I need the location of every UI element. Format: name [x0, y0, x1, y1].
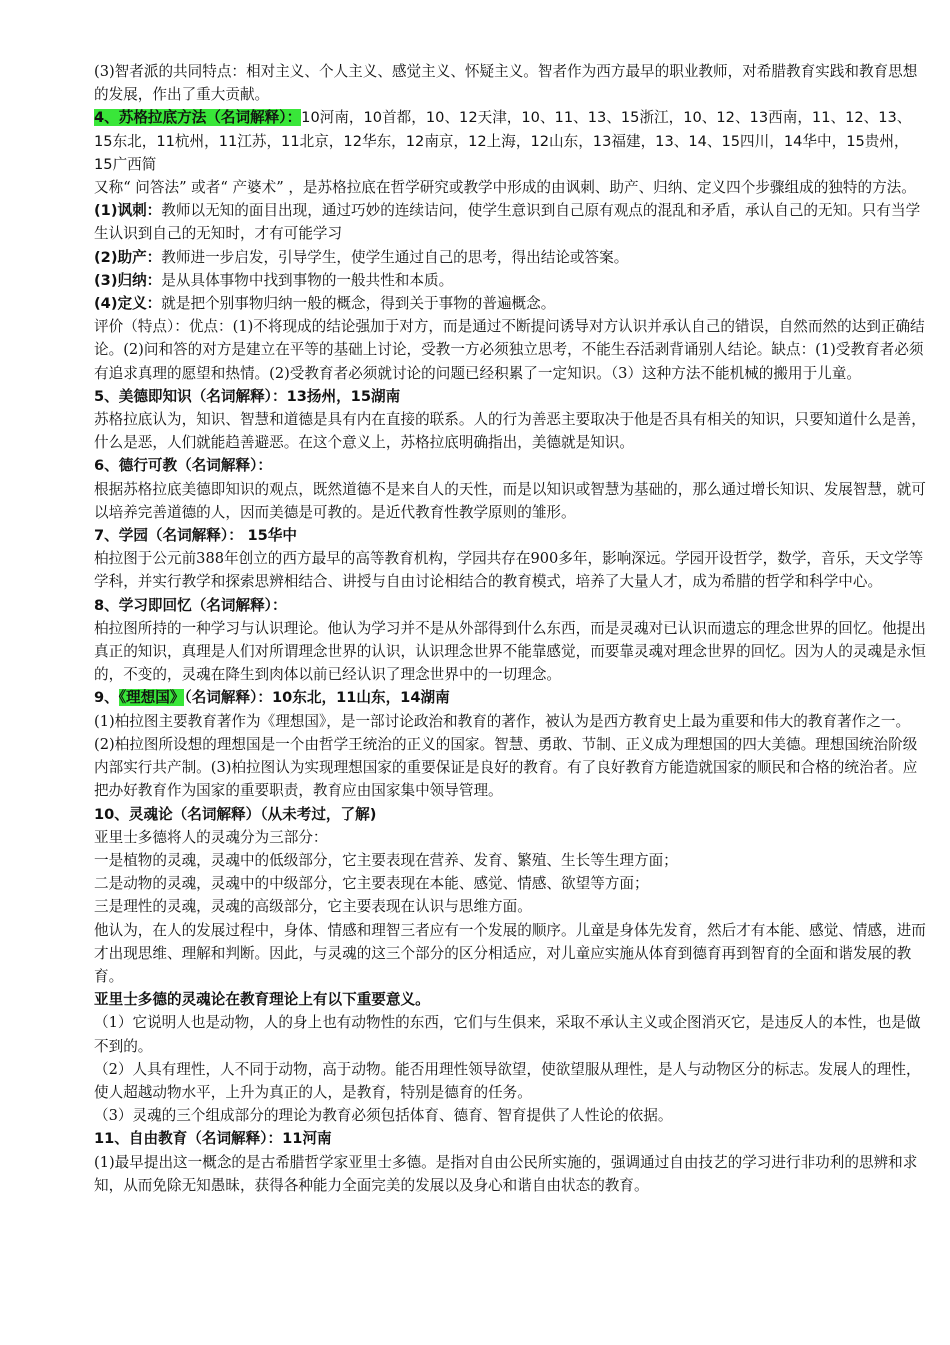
section-9-places: 10东北，11山东，14湖南 [271, 689, 450, 707]
intro-paragraph: (3)智者派的共同特点：相对主义、个人主义、感觉主义、怀疑主义。智者作为西方最早的职业教师，对希腊教育实践和教育思想的发展，作出了重大贡献。 [94, 63, 918, 104]
section-11-body: (1)最早提出这一概念的是古希腊哲学家亚里士多德。是指对自由公民所实施的，强调通过自由技艺的学习进行非功利的思辨和求知，从而免除无知愚昧，获得各种能力全面完美的发展以及身心和谐自由状态的教育。 [94, 1153, 918, 1194]
section-4-evaluation: 评价（特点）：优点：(1)不将现成的结论强加于对方，而是通过不断提问诱导对方认识并承认自己的错误，自然而然的达到正确结论。(2)问和答的对方是建立在平等的基础上讨论，受教一方必须独立思考，不能生吞活剥背诵别人结论。缺点：(1)受教育者必须有追求真理的愿望和热情。(2)受教育者必须就讨论的问题已经积累了一定知识。（3）这种方法不能机械的搬用于儿童。 [94, 318, 925, 382]
section-10 [94, 803, 926, 826]
section-4-item [94, 269, 926, 292]
section-10-line: 三是理性的灵魂，灵魂的高级部分，它主要表现在认识与思维方面。 [94, 898, 532, 916]
section-8 [94, 594, 926, 617]
section-9-number: 9、 [94, 689, 119, 707]
section-8-title: 8、学习即回忆（名词解释）： [94, 596, 287, 614]
section-10-line: 二是动物的灵魂，灵魂中的中级部分，它主要表现在本能、感觉、情感、欲望等方面； [94, 875, 649, 893]
section-4 [94, 106, 926, 176]
section-5 [94, 385, 926, 408]
section-7 [94, 524, 926, 547]
section-4-item [94, 292, 926, 315]
section-10-line: 亚里士多德将人的灵魂分为三部分： [94, 828, 328, 846]
section-4-definition: 又称“ 问答法” 或者“ 产婆术” ，是苏格拉底在哲学研究或教学中形成的由讽刺、助产、归纳、定义四个步骤组成的独特的方法。 [94, 179, 916, 197]
item-text: 教师以无知的面目出现，通过巧妙的连续诘问，使学生意识到自己原有观点的混乱和矛盾，承认自己的无知。只有当学生认识到自己的无知时，才有可能学习 [94, 202, 921, 243]
section-5-title: 5、美德即知识（名词解释）： [94, 387, 287, 405]
item-text: 教师进一步启发，引导学生，使学生通过自己的思考，得出结论或答案。 [161, 248, 629, 266]
item-label: (2)助产： [94, 248, 162, 266]
section-6-body: 根据苏格拉底美德即知识的观点，既然道德不是来自人的天性，而是以知识或智慧为基础的，那么通过增长知识、发展智慧，就可以培养完善道德的人，因而美德是可教的。是近代教育性教学原则的雏形。 [94, 480, 926, 521]
section-10-significance: （1）它说明人也是动物，人的身上也有动物性的东西，它们与生俱来，采取不承认主义或企图消灭它，是违反人的本性，也是做不到的。 [94, 1014, 921, 1055]
item-label: (3)归纳： [94, 271, 162, 289]
section-9-body: (1)柏拉图主要教育著作为《理想国》，是一部讨论政治和教育的著作，被认为是西方教育史上最为重要和伟大的教育著作之一。(2)柏拉图所设想的理想国是一个由哲学王统治的正义的国家。智慧、勇敢、节制、正义成为理想国的四大美德。理想国统治阶级内部实行共产制。(3)柏拉图认为实现理想国家的重要保证是良好的教育。有了良好教育方能造就国家的顺民和合格的统治者。应把办好教育作为国家的重要职责，教育应由国家集中领导管理。 [94, 712, 918, 800]
section-9-book: 《理想国》 [118, 689, 185, 707]
section-10-line: 一是植物的灵魂，灵魂中的低级部分，它主要表现在营养、发育、繁殖、生长等生理方面； [94, 851, 678, 869]
section-9 [94, 686, 926, 709]
section-11 [94, 1127, 926, 1150]
section-7-title: 7、学园（名词解释）： [94, 527, 243, 545]
item-label: (4)定义： [94, 295, 162, 313]
item-text: 是从具体事物中找到事物的一般共性和本质。 [161, 271, 454, 289]
section-4-title: 4、苏格拉底方法（名词解释）： [94, 109, 302, 127]
section-8-body: 柏拉图所持的一种学习与认识理论。他认为学习并不是从外部得到什么东西，而是灵魂对已认识而遗忘的理念世界的回忆。他提出真正的知识，真理是人们对所谓理念世界的认识，认识理念世界不能靠感觉，而要靠灵魂对理念世界的回忆。因为人的灵魂是永恒的，不变的，灵魂在降生到肉体以前已经认识了理念世界中的一切理念。 [94, 619, 926, 684]
item-label: (1)讽刺： [94, 202, 162, 220]
section-10-significance-title: 亚里士多德的灵魂论在教育理论上有以下重要意义。 [94, 991, 430, 1009]
section-10-significance: （2）人具有理性，人不同于动物，高于动物。能否用理性领导欲望，使欲望服从理性，是人与动物区分的标志。发展人的理性，使人超越动物水平，上升为真正的人，是教育，特别是德育的任务。 [94, 1060, 921, 1101]
section-10-significance: （3）灵魂的三个组成部分的理论为教育必须包括体育、德育、智育提供了人性论的依据。 [94, 1107, 673, 1125]
section-6-title: 6、德行可教（名词解释）： [94, 457, 272, 475]
section-4-item [94, 199, 926, 245]
section-6 [94, 454, 926, 477]
section-9-title: （名词解释）： [184, 689, 272, 707]
section-7-places: 15华中 [247, 527, 297, 545]
item-text: 就是把个别事物归纳一般的概念，得到关于事物的普遍概念。 [161, 295, 556, 313]
section-4-places: 10河南，10首都，10、12天津，10、11、13、15浙江，10、12、13西南，11、12、13、15东北，11杭州，11江苏，11北京，12华东，12南京，12上海，12山东，13福建，13、14、15四川，14华中，15贵州，15广西简 [94, 109, 912, 173]
section-5-places: 13扬州，15湖南 [286, 387, 401, 405]
section-11-places: 11河南 [282, 1130, 332, 1148]
section-10-title: 10、灵魂论（名词解释）（从未考过，了解) [94, 805, 377, 823]
section-7-body: 柏拉图于公元前388年创立的西方最早的高等教育机构，学园共存在900多年，影响深远。学园开设哲学，数学，音乐，天文学等学科，并实行教学和探索思辨相结合、讲授与自由讨论相结合的教育模式，培养了大量人才，成为希腊的哲学和科学中心。 [94, 550, 924, 591]
section-10-paragraph: 他认为，在人的发展过程中，身体、情感和理智三者应有一个发展的顺序。儿童是身体先发育，然后才有本能、感觉、情感，进而才出现思维、理解和判断。因此，与灵魂的这三个部分的区分相适应，对儿童应实施从体育到德育再到智育的全面和谐发展的教育。 [94, 921, 926, 985]
section-4-item [94, 246, 926, 269]
section-11-title: 11、自由教育（名词解释）： [94, 1130, 283, 1148]
section-5-body: 苏格拉底认为，知识、智慧和道德是具有内在直接的联系。人的行为善恶主要取决于他是否具有相关的知识，只要知道什么是善，什么是恶，人们就能趋善避恶。在这个意义上，苏格拉底明确指出，美德就是知识。 [94, 411, 926, 452]
